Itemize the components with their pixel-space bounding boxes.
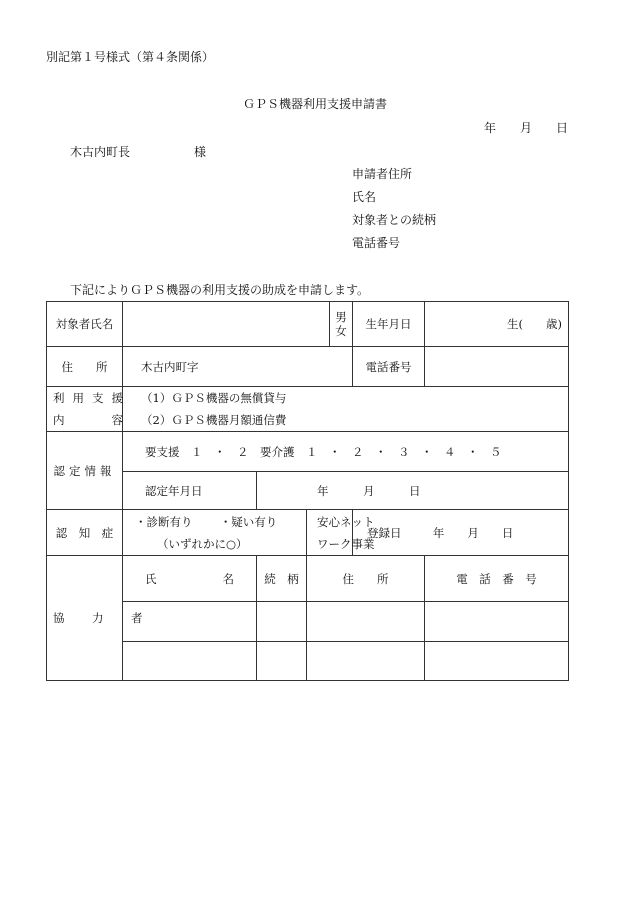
dementia-option-suspected[interactable]: ・疑い有り: [219, 514, 278, 529]
addressee-suffix: 様: [194, 145, 207, 159]
dementia-option-diagnosed[interactable]: ・診断有り: [135, 514, 193, 529]
row-coop-header: [47, 556, 569, 602]
cert-date-field[interactable]: 年 月 日: [257, 472, 569, 510]
subject-name-label: 対象者氏名: [47, 302, 123, 347]
coop-2-relation[interactable]: [257, 642, 307, 681]
date-line: 年 月 日: [483, 121, 568, 135]
coop-1-relation[interactable]: [257, 602, 307, 642]
support-item-2[interactable]: （2）ＧＰＳ機器月額通信費: [141, 413, 287, 427]
coop-phone-header: 電 話 番 号: [425, 556, 569, 602]
coop-name-char-b: 名: [222, 571, 234, 586]
registration-label: 登録日: [367, 525, 402, 540]
row-address: [47, 347, 569, 387]
intro-text: 下記によりＧＰＳ機器の利用支援の助成を申請します。: [70, 283, 370, 297]
cooperator-label: 協 力 者: [47, 556, 123, 681]
row-subject-name: [47, 302, 569, 347]
coop-name-char-a: 氏: [145, 571, 157, 586]
row-cert-levels: [47, 432, 569, 472]
support-label: [47, 387, 131, 432]
coop-2-name[interactable]: [123, 642, 257, 681]
cert-label: 認定情報: [47, 432, 123, 510]
row-dementia: [47, 510, 569, 556]
row-cert-date: [47, 472, 569, 510]
form-number: 別記第１号様式（第４条関係）: [46, 50, 215, 64]
cert-date-label: 認定年月日: [123, 472, 257, 510]
phone-label: 電話番号: [353, 347, 425, 387]
anshin-network-label: [307, 510, 375, 556]
application-table: [46, 301, 569, 681]
dementia-option-row: [135, 511, 300, 533]
phone-field[interactable]: [425, 347, 569, 387]
address-field[interactable]: 木古内町字: [123, 347, 353, 387]
coop-name-header: [123, 556, 257, 602]
registration-value: 年 月 日: [432, 525, 514, 540]
anshin-line2: ワーク事業: [317, 536, 375, 551]
gender-male: 男: [335, 310, 347, 324]
coop-2-address[interactable]: [307, 642, 425, 681]
coop-1-phone[interactable]: [425, 602, 569, 642]
applicant-phone-label: 電話番号: [352, 236, 401, 250]
subject-name-field[interactable]: [123, 302, 330, 347]
address-label: 住 所: [47, 347, 123, 387]
gender-female: 女: [335, 324, 347, 338]
birthdate-field[interactable]: 生( 歳): [425, 302, 569, 347]
support-label-line2: 内 容: [53, 413, 131, 427]
dementia-label: 認 知 症: [47, 510, 123, 556]
coop-relation-header: 続 柄: [257, 556, 307, 602]
applicant-relation-label: 対象者との続柄: [352, 213, 437, 227]
anshin-line1: 安心ネット: [317, 514, 375, 529]
dementia-options[interactable]: [123, 510, 307, 556]
coop-2-phone[interactable]: [425, 642, 569, 681]
applicant-address-label: 申請者住所: [352, 167, 413, 181]
registration-date[interactable]: [353, 510, 569, 556]
applicant-name-label: 氏名: [352, 190, 377, 204]
gender-cell[interactable]: [330, 302, 353, 347]
support-item-1[interactable]: （1）ＧＰＳ機器の無償貸与: [141, 391, 287, 405]
addressee-name: 木古内町長: [70, 145, 131, 159]
coop-address-header: 住 所: [307, 556, 425, 602]
support-options: [123, 387, 569, 432]
row-support: [47, 387, 569, 432]
support-label-line1: 利用支援: [53, 391, 131, 405]
cert-levels[interactable]: 要支援 １ ・ ２ 要介護 １ ・ ２ ・ ３ ・ ４ ・ ５: [123, 432, 569, 472]
birthdate-label: 生年月日: [353, 302, 425, 347]
document-title: ＧＰＳ機器利用支援申請書: [242, 97, 387, 111]
coop-1-address[interactable]: [307, 602, 425, 642]
dementia-note: （いずれかに○）: [157, 536, 248, 551]
coop-row-2: [47, 642, 569, 681]
